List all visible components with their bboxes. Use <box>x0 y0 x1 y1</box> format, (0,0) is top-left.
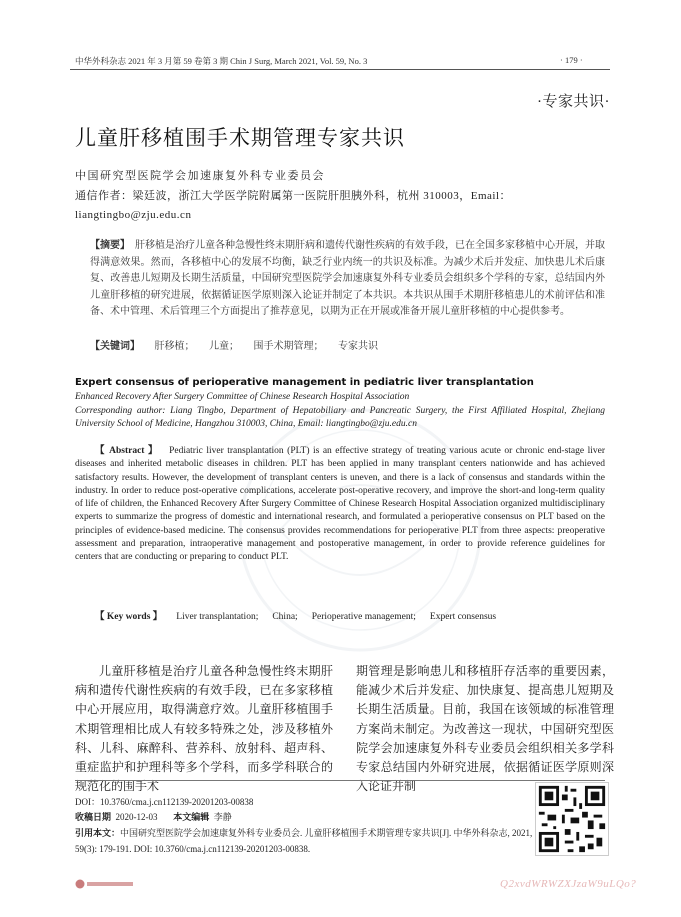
section-label: ·专家共识· <box>537 94 610 110</box>
keyword-cn: 肝移植； <box>154 341 195 352</box>
received-date: 2020-12-03 <box>115 812 158 822</box>
keyword-cn: 儿童； <box>209 341 239 352</box>
abstract-en <box>75 445 605 565</box>
cite-label: 引用本文： <box>75 828 121 838</box>
qr-code[interactable] <box>535 782 609 856</box>
page-number: · 179 · <box>560 55 583 65</box>
cite-text: 中国研究型医院学会加速康复外科专业委员会. 儿童肝移植围手术期管理专家共识[J]. 中华外科杂志, 2021, 59(3): 179-191. DOI: 10.3760/cma.j.cn112139-20201203-00838. <box>75 828 533 854</box>
keyword-en: China; <box>272 612 298 622</box>
abstract-cn-text: 肝移植是治疗儿童各种急慢性终末期肝病和遗传代谢性疾病的有效手段，已在全国多家移植中心开展，并取得满意效果。然而，各移植中心的发展不均衡，缺乏行业内统一的共识及标准。为减少术后并发症、加快患儿术后康复、改善患儿短期及长期生活质量，中国研究型医院学会加速康复外科专业委员会组织多个学科的专家，总结国内外儿童肝移植的研究进展，依据循证医学原则深入论证并制定了本共识。本共识从围手术期肝移植患儿的术前评估和准备、术中管理、术后管理三个方面提出了推荐意见，以期为正在开展或准备开展儿童肝移植的中心提供参考。 <box>90 240 605 318</box>
keyword-cn: 围手术期管理； <box>253 341 324 352</box>
author-group-en: Enhanced Recovery After Surgery Committee of Chinese Research Hospital Association <box>75 392 410 402</box>
keywords-cn-label: 【关键词】 <box>90 341 140 352</box>
keywords-cn <box>90 337 605 352</box>
journal-logo <box>75 878 135 890</box>
correspondence-cn: 通信作者：梁廷波，浙江大学医学院附属第一医院肝胆胰外科，杭州 310003，Email：liangtingbo@zju.edu.cn <box>75 190 512 221</box>
body-column-left: 儿童肝移植是治疗儿童各种急慢性终末期肝病和遗传代谢性疾病的有效手段，已在多家移植中心开展应用，取得满意疗效。儿童肝移植围手术期管理相比成人有较多特殊之处，涉及移植外科、儿科、麻醉科、营养科、放射科、超声科、重症监护和护理科等多个学科，而多学科联合的规范化的围手术 <box>75 664 333 794</box>
abstract-cn <box>90 238 605 321</box>
keyword-en: Expert consensus <box>429 612 497 622</box>
article-title-en: Expert consensus of perioperative management in pediatric liver transplantation <box>75 377 534 388</box>
abstract-en-text: Pediatric liver transplantation (PLT) is an effective strategy of treating various acute or chronic end-stage liver diseases and inherited metabolic diseases in children. PLT has been applied in many transplant centers nationwide and has achieved satisfactory results. However, the development of transplant centers is uneven, and there is a lack of consensus and standards within the industry. In order to reduce post-operative complications, accelerate post-operative recovery, and improve the short-and long-term quality of life of children, the Enhanced Recovery After Surgery Committee of Chinese Research Hospital Association organized multidisciplinary experts to summarize the progress of domestic and international research, and formulated a perioperative consensus on PLT based on the principles of evidence-based medicine. The consensus provides recommendations for perioperative PLT from three aspects: preoperative assessment and preparation, intraoperative management and postoperative management, in order to provide reference guidelines for centers that are conducting or preparing to conduct PLT. <box>75 446 605 563</box>
correspondence-en: Corresponding author: Liang Tingbo, Department of Hepatobiliary and Pancreatic Surgery, the First Affiliated Hospital, Zhejiang University School of Medicine, Hangzhou 310003, China, Email: liangtingbo@zju.edu.cn <box>75 406 605 430</box>
keyword-cn: 专家共识 <box>338 341 378 352</box>
doi[interactable]: DOI：10.3760/cma.j.cn112139-20201203-00838 <box>75 797 254 807</box>
keyword-en: Perioperative management; <box>311 612 416 622</box>
editor-name: 李静 <box>213 812 232 822</box>
abstract-en-label: 【 Abstract 】 <box>95 446 159 456</box>
author-group-cn: 中国研究型医院学会加速康复外科专业委员会 <box>75 170 325 182</box>
keywords-en-label: 【 Key words 】 <box>95 612 163 622</box>
watermark-code: Q2xvdWRWZXJzaW9uLQo? <box>500 878 637 890</box>
keyword-en: Liver transplantation; <box>176 612 259 622</box>
received-date-line <box>75 810 232 823</box>
abstract-cn-label: 【摘要】 <box>90 240 130 251</box>
keywords-en <box>75 611 605 624</box>
editor-label: 本文编辑 <box>173 812 210 822</box>
header-rule <box>70 69 610 70</box>
footer-rule <box>75 780 605 781</box>
article-title-cn: 儿童肝移植围手术期管理专家共识 <box>75 126 405 150</box>
citation <box>75 825 535 857</box>
body-column-right: 期管理是影响患儿和移植肝存活率的重要因素，能减少术后并发症、加快康复、提高患儿短期及长期生活质量。目前，我国在该领域的标准管理方案尚未制定。为改善这一现状，中国研究型医院学会加速康复外科专业委员会组织相关多学科专家总结国内外研究进展，依据循证医学原则深入论证并制 <box>356 664 614 794</box>
received-label: 收稿日期 <box>75 812 112 822</box>
running-header: 中华外科杂志 2021 年 3 月第 59 卷第 3 期 Chin J Surg, March 2021, Vol. 59, No. 3 <box>75 56 368 66</box>
